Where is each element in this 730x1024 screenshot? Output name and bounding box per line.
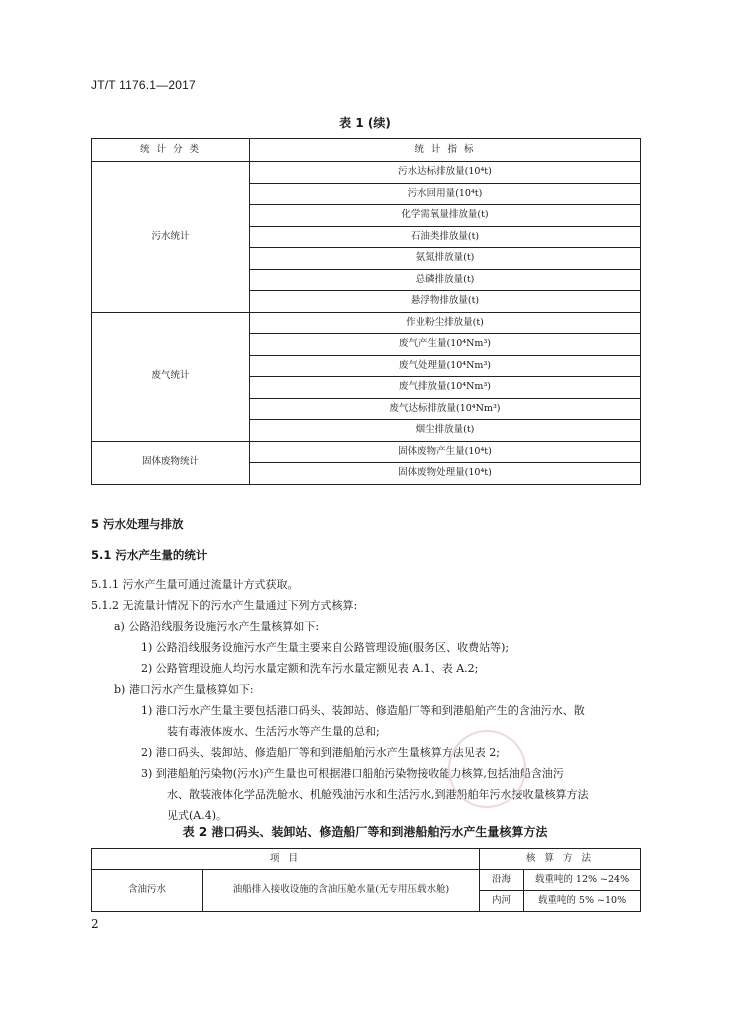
indicator-cell: 污水达标排放量(10⁴t)	[250, 162, 641, 184]
table1-col-indicator: 统 计 指 标	[250, 139, 641, 162]
list-item-b3-cont2: 见式(A.4)。	[167, 809, 228, 822]
table2-col-item: 项 目	[92, 849, 480, 870]
method-cell: 载重吨的 12% ~24%	[524, 870, 641, 891]
indicator-cell: 废气处理量(10⁴Nm³)	[250, 355, 641, 377]
list-item-a: a) 公路沿线服务设施污水产生量核算如下:	[114, 620, 320, 633]
list-item-a1: 1) 公路沿线服务设施污水产生量主要来自公路管理设施(服务区、收费站等);	[141, 641, 510, 654]
indicator-cell: 作业粉尘排放量(t)	[250, 312, 641, 334]
table2-caption: 表 2 港口码头、装卸站、修造船厂等和到港船舶污水产生量核算方法	[182, 825, 548, 839]
page-number: 2	[91, 917, 99, 931]
indicator-cell: 悬浮物排放量(t)	[250, 291, 641, 313]
list-item-b1: 1) 港口污水产生量主要包括港口码头、装卸站、修造船厂等和到港船舶产生的含油污水、散	[141, 704, 585, 717]
indicator-cell: 废气达标排放量(10⁴Nm³)	[250, 398, 641, 420]
table-row	[92, 870, 641, 891]
list-item-b2: 2) 港口码头、装卸站、修造船厂等和到港船舶污水产生量核算方法见表 2;	[141, 746, 500, 759]
list-item-b3-cont: 水、散装液体化学品洗舱水、机舱残油污水和生活污水,到港船舶年污水接收量核算方法	[167, 788, 589, 801]
category-cell: 污水统计	[92, 162, 250, 313]
category-cell: 废气统计	[92, 312, 250, 441]
table-row	[92, 441, 641, 463]
indicator-cell: 固体废物处理量(10⁴t)	[250, 463, 641, 485]
section-5-1-heading: 5.1 污水产生量的统计	[91, 548, 208, 562]
indicator-cell: 废气产生量(10⁴Nm³)	[250, 334, 641, 356]
indicator-cell: 烟尘排放量(t)	[250, 420, 641, 442]
item-cell: 油船排入接收设施的含油压舱水量(无专用压载水舱)	[203, 870, 480, 912]
table1	[91, 138, 641, 485]
indicator-cell: 废气排放量(10⁴Nm³)	[250, 377, 641, 399]
indicator-cell: 污水回用量(10⁴t)	[250, 183, 641, 205]
list-item-a2: 2) 公路管理设施人均污水量定额和洗车污水量定额见表 A.1、表 A.2;	[141, 662, 479, 675]
indicator-cell: 固体废物产生量(10⁴t)	[250, 441, 641, 463]
table2-header-row	[92, 849, 641, 870]
indicator-cell: 氨氮排放量(t)	[250, 248, 641, 270]
clause-5-1-1: 5.1.1 污水产生量可通过流量计方式获取。	[91, 578, 299, 591]
indicator-cell: 总磷排放量(t)	[250, 269, 641, 291]
indicator-cell: 石油类排放量(t)	[250, 226, 641, 248]
table1-header-row	[92, 139, 641, 162]
category-cell: 含油污水	[92, 870, 203, 912]
clause-5-1-2: 5.1.2 无流量计情况下的污水产生量通过下列方式核算:	[91, 599, 358, 612]
indicator-cell: 化学需氧量排放量(t)	[250, 205, 641, 227]
table2	[91, 848, 641, 912]
table2-col-method: 核 算 方 法	[480, 849, 641, 870]
section-5-heading: 5 污水处理与排放	[91, 517, 184, 531]
table1-col-category: 统 计 分 类	[92, 139, 250, 162]
standard-code: JT/T 1176.1—2017	[91, 78, 196, 92]
region-cell: 沿海	[480, 870, 524, 891]
list-item-b3: 3) 到港船舶污染物(污水)产生量也可根据港口船舶污染物接收能力核算,包括油船含油污	[141, 767, 564, 780]
watermark-seal	[448, 730, 526, 808]
table1-caption: 表 1 (续)	[339, 116, 391, 130]
table-row	[92, 162, 641, 184]
region-cell: 内河	[480, 891, 524, 912]
list-item-b: b) 港口污水产生量核算如下:	[114, 683, 254, 696]
list-item-b1-cont: 装有毒液体废水、生活污水等产生量的总和;	[167, 725, 380, 738]
table-row	[92, 312, 641, 334]
category-cell: 固体废物统计	[92, 441, 250, 484]
method-cell: 载重吨的 5% ~10%	[524, 891, 641, 912]
